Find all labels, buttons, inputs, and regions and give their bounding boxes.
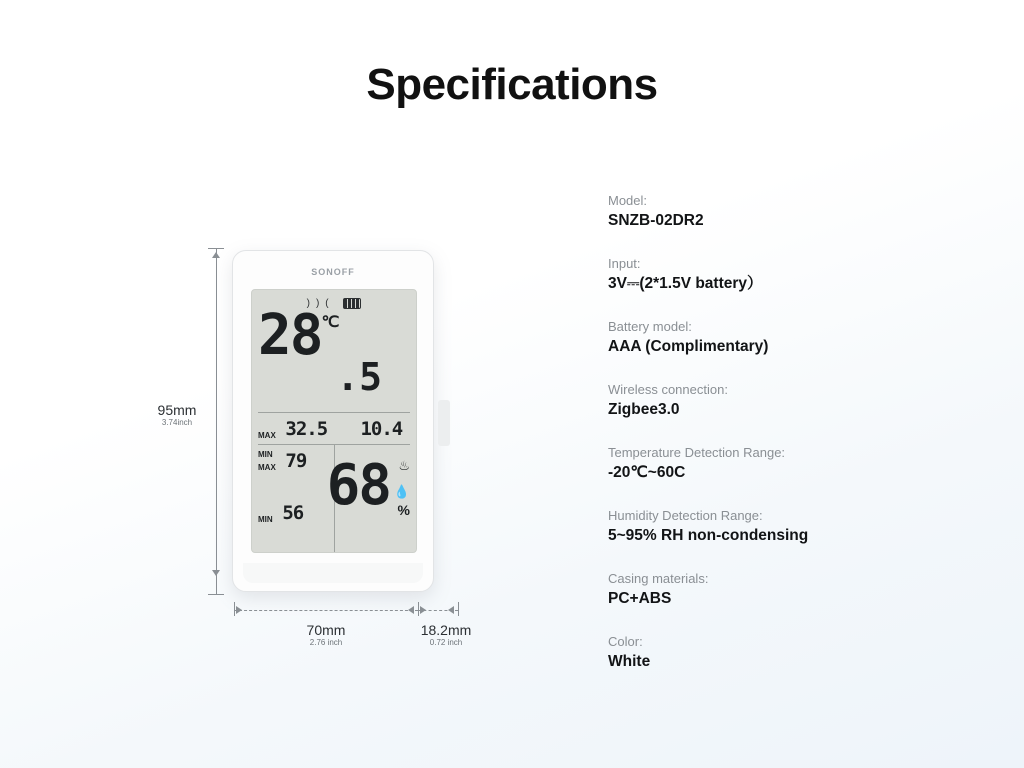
lcd-temp-max-label: MAX: [258, 431, 276, 440]
width-tick-left: [234, 602, 235, 616]
height-arrow-up-icon: [212, 252, 220, 258]
height-dimension-cap-top: [208, 248, 224, 249]
device-lower-bezel: [243, 563, 423, 583]
depth-dimension-inch: 0.72 inch: [429, 638, 463, 647]
lcd-hum-min-value: 56: [282, 502, 304, 524]
spec-label: Battery model:: [608, 319, 692, 334]
product-diagram: [157, 230, 530, 670]
lcd-hum-max-label: MAX: [258, 463, 276, 472]
spec-label: Casing materials:: [608, 571, 709, 586]
spec-value: White: [608, 653, 651, 670]
spec-value: Zigbee3.0: [608, 401, 680, 418]
spec-label: Wireless connection:: [608, 382, 728, 397]
height-dimension-cap-bottom: [208, 594, 224, 595]
lcd-humidity-value: 68: [326, 453, 390, 518]
spec-value: -20℃~60C: [608, 464, 686, 481]
spec-value: SNZB-02DR2: [608, 212, 704, 229]
battery-icon: [343, 298, 361, 309]
thermometer-icon: ♨: [398, 458, 410, 473]
spec-label: Input:: [608, 256, 641, 271]
specification-list: [608, 192, 988, 696]
lcd-temp-min-label: MIN: [258, 450, 273, 459]
depth-tick-right: [458, 602, 459, 616]
device-front-shell: [232, 250, 434, 592]
page-title: Specifications: [366, 60, 658, 109]
lcd-humidity-unit: %: [397, 502, 410, 518]
spec-value: AAA (Complimentary): [608, 338, 769, 355]
spec-label: Model:: [608, 193, 648, 208]
height-dimension-mm: 95mm: [157, 402, 197, 418]
spec-item-color: [608, 633, 988, 673]
brand-logo: SONOFF: [311, 267, 355, 277]
spec-item-battery-model: [608, 318, 988, 358]
width-tick-right: [418, 602, 419, 616]
lcd-hum-min-label: MIN: [258, 515, 273, 524]
depth-dimension-mm: 18.2mm: [420, 622, 472, 638]
width-dimension-mm: 70mm: [306, 622, 346, 638]
spec-item-model: [608, 192, 988, 232]
spec-value: PC+ABS: [608, 590, 672, 607]
lcd-temperature: [258, 303, 410, 399]
spec-item-temperature-range: [608, 444, 988, 484]
lcd-hum-max-value: 79: [285, 450, 307, 472]
spec-value: 5~95% RH non-condensing: [608, 527, 809, 544]
width-arrow-right-icon: [408, 606, 414, 614]
spec-item-casing-materials: [608, 570, 988, 610]
spec-label: Color:: [608, 634, 643, 649]
spec-label: Humidity Detection Range:: [608, 508, 763, 523]
width-dimension-inch: 2.76 inch: [309, 638, 343, 647]
height-dimension-line: [216, 248, 217, 594]
width-arrow-left-icon: [236, 606, 242, 614]
lcd-temperature-decimal: .5: [336, 355, 382, 399]
signal-icon: ))(: [306, 298, 335, 310]
height-dimension-inch: 3.74inch: [161, 418, 193, 427]
width-dimension-label: [294, 622, 358, 647]
depth-dimension-label: [406, 622, 486, 647]
spec-item-humidity-range: [608, 507, 988, 547]
device-body: [232, 250, 450, 590]
spec-item-wireless-connection: [608, 381, 988, 421]
depth-arrow-left-icon: [420, 606, 426, 614]
droplet-icon: 💧: [393, 484, 410, 499]
width-dimension-line: [234, 610, 418, 612]
height-dimension-label: [145, 402, 209, 427]
lcd-temp-max-value: 32.5: [285, 418, 328, 440]
lcd-divider-top: [258, 412, 410, 413]
lcd-temperature-integer: 28: [258, 303, 322, 368]
device-side-stand: [438, 400, 450, 446]
depth-arrow-right-icon: [448, 606, 454, 614]
lcd-temp-min-value: 10.4: [360, 418, 403, 440]
spec-label: Temperature Detection Range:: [608, 445, 786, 460]
lcd-temperature-unit: ℃: [321, 312, 340, 331]
height-arrow-down-icon: [212, 570, 220, 576]
spec-item-input: [608, 255, 988, 295]
lcd-screen: [251, 289, 417, 553]
spec-value: 3V⎓(2*1.5V battery）: [608, 275, 763, 292]
